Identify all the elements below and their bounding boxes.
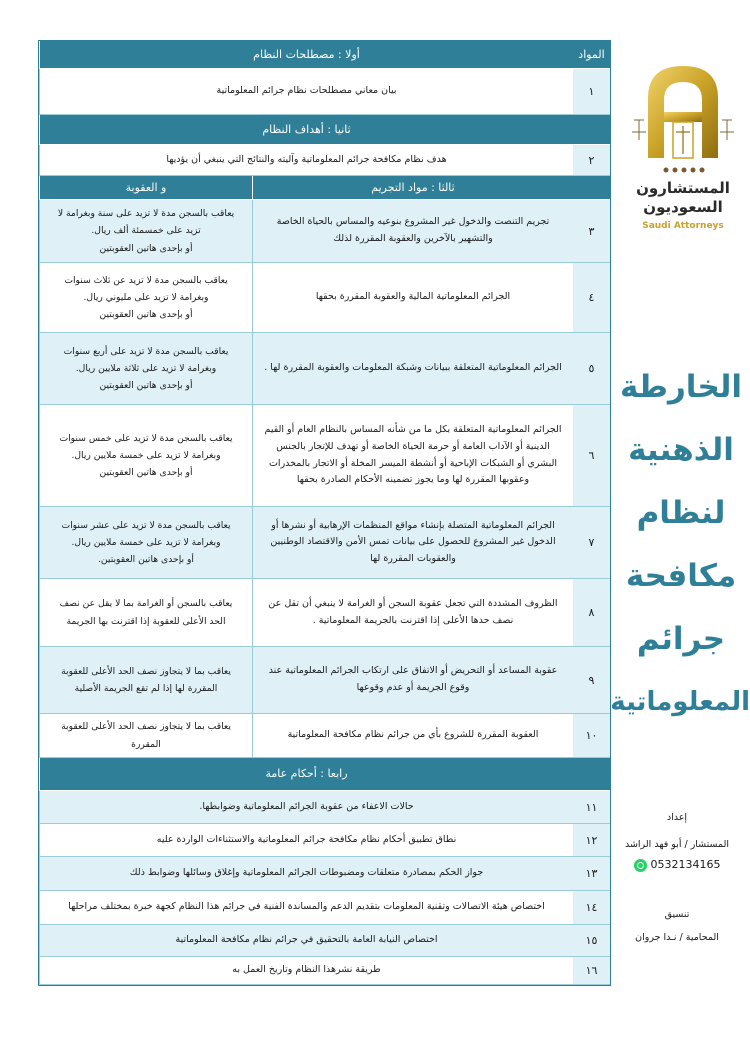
article-number: ١٢ (573, 824, 610, 857)
table-row (39, 200, 610, 263)
table-row (39, 145, 610, 176)
article-number: ٥ (573, 333, 610, 405)
article-number: ٨ (573, 579, 610, 647)
article-text: حالات الاعفاء من عقوبة الجرائم المعلوماتية وضوابطها. (39, 791, 573, 824)
article-number: ١٣ (573, 857, 610, 891)
materials-column-header: المواد (573, 41, 610, 69)
crime-text: العقوبة المقررة للشروع بأي من جرائم نظام مكافحة المعلوماتية (252, 714, 573, 758)
article-text: اختصاص هيئة الاتصالات وتقنية المعلومات بتقديم الدعم والمساندة الفنية في جرائم هذا النظام كجهة خبرة بمختلف مراحلها (39, 891, 573, 925)
table-row (39, 957, 610, 985)
penalty-text: يعاقب بالسجن مدة لا تزيد على عشر سنوات وبغرامة لا تزيد على خمسة ملايين ريال. أو بإحدى هاتين العقوبتين. (39, 507, 252, 579)
coordination-label: تنسيق (664, 908, 690, 920)
title-line: الخارطة (619, 369, 743, 405)
penalty-text: يعاقب بما لا يتجاوز نصف الحد الأعلى للعقوبة المقررة لها إذا لم تقع الجريمة الأصلية (39, 647, 252, 714)
law-articles-table (38, 40, 611, 986)
crime-text: الجرائم المعلوماتية المتصلة بإنشاء مواقع المنظمات الإرهابية أو نشرها أو الدخول غير المشروع للحصول على بيانات تمس الأمن والاقتصاد الوطنيين والعقوبات المقررة لها (252, 507, 573, 579)
article-number: ٤ (573, 263, 610, 333)
crime-text: الجرائم المعلوماتية المتعلقة بكل ما من شأنه المساس بالنظام العام أو القيم الدينية أو الآداب العامة أو حرمة الحياة الخاصة أو تهدف للإتجار بالجنس البشري أو الشبكات الإباحية أو أنشطة الميسر المخلة أو الاتجار بالمخدرات وعقوبها المقررة لها وما يجوز تضمينه الأحكام الصادرة بحقها (252, 405, 573, 507)
crime-text: الجرائم المعلوماتية المتعلقة ببيانات وشبكة المعلومات والعقوبة المقررة لها . (252, 333, 573, 405)
table-row (39, 263, 610, 333)
article-number: ٧ (573, 507, 610, 579)
table-row (39, 925, 610, 957)
table-row (39, 891, 610, 925)
saudi-attorneys-logo (628, 60, 738, 240)
penalty-text: يعاقب بالسجن أو الغرامة بما لا يقل عن نصف الحد الأعلى للعقوبة إذا اقترنت بها الجريمة (39, 579, 252, 647)
penalty-text: يعاقب بالسجن مدة لا تزيد على خمس سنوات وبغرامة لا تزيد على خمسة ملايين ريال. أو بإحدى هاتين العقوبتين (39, 405, 252, 507)
table-row (39, 507, 610, 579)
section-row (39, 115, 610, 145)
article-number: ١٦ (573, 957, 610, 985)
section-title-objectives: ثانيا : أهداف النظام (39, 115, 573, 145)
crime-text: عقوبة المساعد أو التحريض أو الاتفاق على ارتكاب الجرائم المعلوماتية عند وقوع الجريمة أو عدم وقوعها (252, 647, 573, 714)
penalty-text: يعاقب بالسجن مدة لا تزيد عن ثلاث سنوات وبغرامة لا تزيد على مليوني ريال. أو بإحدى هاتين العقوبتين (39, 263, 252, 333)
section-title-terms: أولا : مصطلحات النظام (39, 41, 573, 69)
crime-text: الظروف المشددة التي تجعل عقوبة السجن أو الغرامة لا ينبغي أن تقل عن نصف حدها الأعلى إذا اقترنت بالجريمة المعلوماتية . (252, 579, 573, 647)
article-number: ١٥ (573, 925, 610, 957)
table-row (39, 579, 610, 647)
whatsapp-contact[interactable] (634, 856, 721, 874)
section-number-blank (573, 176, 610, 200)
penalty-column-header: و العقوبة (39, 176, 252, 200)
article-number: ٣ (573, 200, 610, 263)
title-line: الذهنية (628, 432, 734, 468)
table-row (39, 714, 610, 758)
title-line: مكافحة (625, 558, 737, 594)
article-text: اختصاص النيابة العامة بالتحقيق في جرائم نظام مكافحة المعلوماتية (39, 925, 573, 957)
article-text: بيان معاني مصطلحات نظام جرائم المعلوماتية (39, 69, 573, 115)
whatsapp-icon (634, 859, 647, 872)
article-number: ١١ (573, 791, 610, 824)
title-line: المعلوماتية (610, 687, 750, 717)
table-row (39, 333, 610, 405)
article-text: نطاق تطبيق أحكام نظام مكافحة جرائم المعلوماتية والاستثناءات الواردة عليه (39, 824, 573, 857)
title-line: لنظام (636, 495, 726, 531)
phone-number: 0532134165 (650, 858, 721, 872)
table-header-row (39, 41, 610, 69)
title-line: جرائم (636, 621, 726, 657)
crime-text: الجرائم المعلوماتية المالية والعقوبة المقررة بحقها (252, 263, 573, 333)
penalty-text: يعاقب بالسجن مدة لا تزيد على سنة وبغرامة لا تزيد على خمسمئة ألف ريال. أو بإحدى هاتين العقوبتين (39, 200, 252, 263)
section-title-general: رابعا : أحكام عامة (39, 758, 573, 791)
crime-text: تجريم التنصت والدخول غير المشروع بنوعيه والمساس بالحياة الخاصة والتشهير بالآخرين والعقوبة المقررة لذلك (252, 200, 573, 263)
section-row (39, 758, 610, 791)
table-row (39, 857, 610, 891)
article-number: ١٠ (573, 714, 610, 758)
article-number: ١٤ (573, 891, 610, 925)
section-number-blank (573, 115, 610, 145)
article-number: ٢ (573, 145, 610, 176)
poster-title (612, 356, 750, 734)
table-row (39, 647, 610, 714)
article-number: ٦ (573, 405, 610, 507)
table-row (39, 405, 610, 507)
penalty-text: يعاقب بما لا يتجاوز نصف الحد الأعلى للعقوبة المقررة (39, 714, 252, 758)
article-number: ١ (573, 69, 610, 115)
logo-name-line1: المستشارون (636, 179, 730, 197)
table-row (39, 791, 610, 824)
table-row (39, 69, 610, 115)
table-row (39, 824, 610, 857)
logo-name-english: Saudi Attorneys (642, 221, 724, 231)
coordination-name: المحامية / نـدا جروان (635, 932, 719, 944)
prepared-label: إعداد (666, 812, 688, 823)
article-text: طريقة نشرهذا النظام وتاريخ العمل به (39, 957, 573, 985)
section-row (39, 176, 610, 200)
article-text: جواز الحكم بمصادرة متعلقات ومضبوطات الجرائم المعلوماتية وإغلاق وسائلها وضوابط ذلك (39, 857, 573, 891)
article-number: ٩ (573, 647, 610, 714)
prepared-name: المستشار / أبو فهد الراشد (624, 839, 730, 851)
section-number-blank (573, 758, 610, 791)
logo-name-line2: السعوديون (643, 198, 723, 216)
section-title-crimes: ثالثا : مواد التجريم (252, 176, 573, 200)
penalty-text: يعاقب بالسجن مدة لا تزيد على أربع سنوات وبغرامة لا تزيد على ثلاثة ملايين ريال. أو بإحدى هاتين العقوبتين (39, 333, 252, 405)
article-text: هدف نظام مكافحة جرائم المعلوماتية وآليته والنتائج التي ينبغي أن يؤديها (39, 145, 573, 176)
credits-block (612, 810, 742, 945)
